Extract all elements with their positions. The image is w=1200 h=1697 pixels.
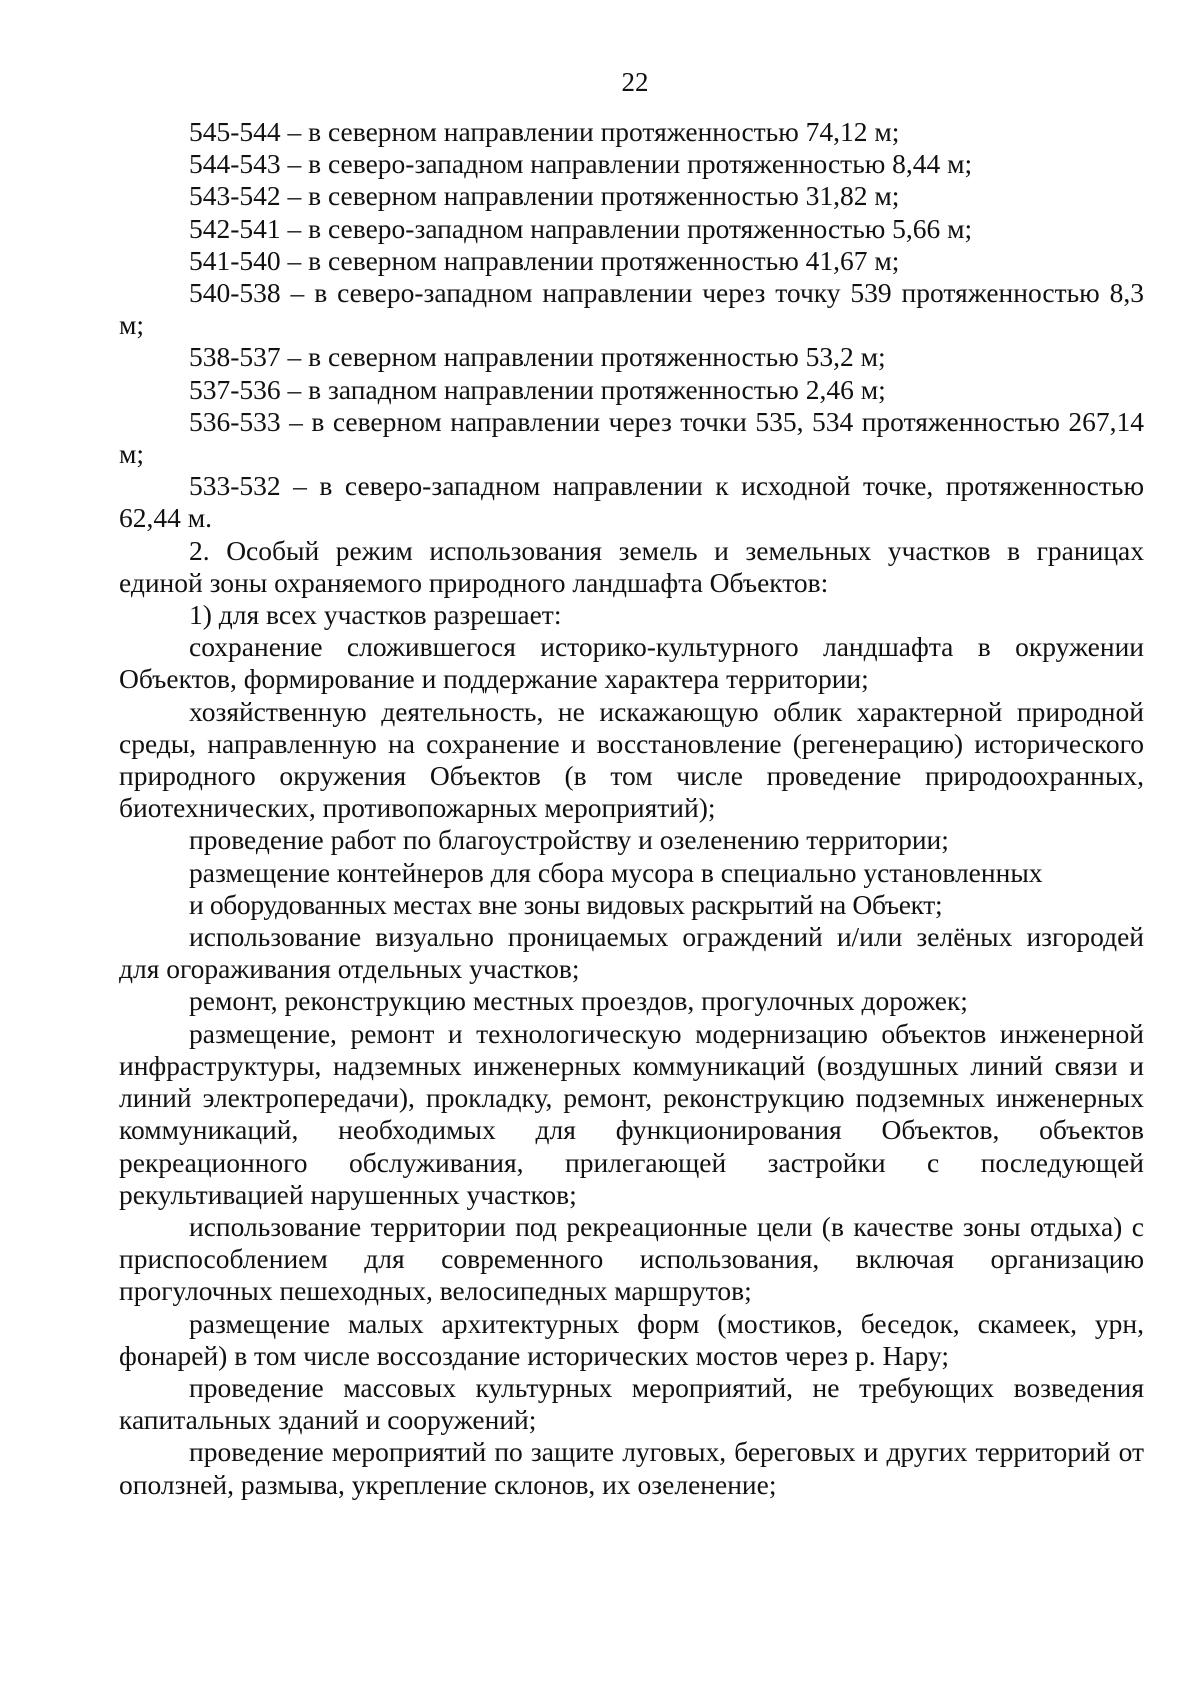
page-number: 22 — [621, 67, 649, 97]
boundary-segment-536-533: 536-533 – в северном направлении через точки 535, 534 протяженностью 267,14 м; — [119, 405, 1144, 470]
permitted-item: использование территории под рекреационные цели (в качестве зоны отдыха) с приспособлением для современного использования, включая организацию прогулочных пешеходных, велосипедных маршрутов; — [119, 1210, 1144, 1307]
boundary-segment-544-543: 544-543 – в северо-западном направлении протяженностью 8,44 м; — [189, 148, 973, 180]
permitted-item: использование визуально проницаемых ограждений и/или зелёных изгородей для огораживания отдельных участков; — [119, 921, 1144, 985]
permitted-item: ремонт, реконструкцию местных проездов, прогулочных дорожек; — [189, 985, 968, 1017]
permitted-item: проведение массовых культурных мероприятий, не требующих возведения капитальных зданий и сооружений; — [119, 1371, 1144, 1436]
boundary-segment-538-537: 538-537 – в северном направлении протяженностью 53,2 м; — [189, 341, 886, 373]
permitted-item: проведение мероприятий по защите луговых, береговых и других территорий от оползней, размыва, укрепление склонов, их озеленение; — [119, 1436, 1144, 1500]
permitted-item: размещение контейнеров для сбора мусора в специально установленных — [189, 856, 1043, 888]
permitted-item: сохранение сложившегося историко-культурного ландшафта в окружении Объектов, формирование и поддержание характера территории; — [119, 631, 1144, 695]
document-body — [119, 116, 1144, 1501]
permitted-item: хозяйственную деятельность, не искажающую облик характерной природной среды, направленную на сохранение и восстановление (регенерацию) исторического природного окружения Объектов (в том числе проведение природоохранных, биотехнических, противопожарных мероприятий); — [119, 695, 1144, 824]
permitted-item: размещение, ремонт и технологическую модернизацию объектов инженерной инфраструктуры, надземных инженерных коммуникаций (воздушных линий связи и линий электропередачи), прокладку, ремонт, реконструкцию подземных инженерных коммуникаций, необходимых для функционирования Объектов, объектов рекреационного обслуживания, прилегающей застройки с последующей рекультивацией нарушенных участков; — [119, 1017, 1144, 1210]
boundary-segment-541-540: 541-540 – в северном направлении протяженностью 41,67 м; — [189, 244, 900, 276]
boundary-segment-537-536: 537-536 – в западном направлении протяженностью 2,46 м; — [189, 373, 886, 405]
section-2-heading: 2. Особый режим использования земель и земельных участков в границах единой зоны охраняемого природного ландшафта Объектов: — [119, 534, 1144, 598]
permitted-item: проведение работ по благоустройству и озеленению территории; — [189, 824, 949, 856]
permitted-item-continuation: и оборудованных местах вне зоны видовых раскрытий на Объект; — [189, 888, 943, 920]
boundary-segment-542-541: 542-541 – в северо-западном направлении протяженностью 5,66 м; — [189, 212, 973, 244]
boundary-segment-540-538: 540-538 – в северо-западном направлении через точку 539 протяженностью 8,3 м; — [119, 277, 1144, 341]
boundary-segment-533-532: 533-532 – в северо-западном направлении к исходной точке, протяженностью 62,44 м. — [119, 470, 1144, 534]
boundary-segment-545-544: 545-544 – в северном направлении протяженностью 74,12 м; — [189, 116, 900, 147]
subsection-1-heading: 1) для всех участков разрешает: — [189, 599, 562, 631]
permitted-item: размещение малых архитектурных форм (мостиков, беседок, скамеек, урн, фонарей) в том числе воссоздание исторических мостов через р. Нару; — [119, 1307, 1144, 1371]
boundary-segment-543-542: 543-542 – в северном направлении протяженностью 31,82 м; — [189, 180, 900, 212]
